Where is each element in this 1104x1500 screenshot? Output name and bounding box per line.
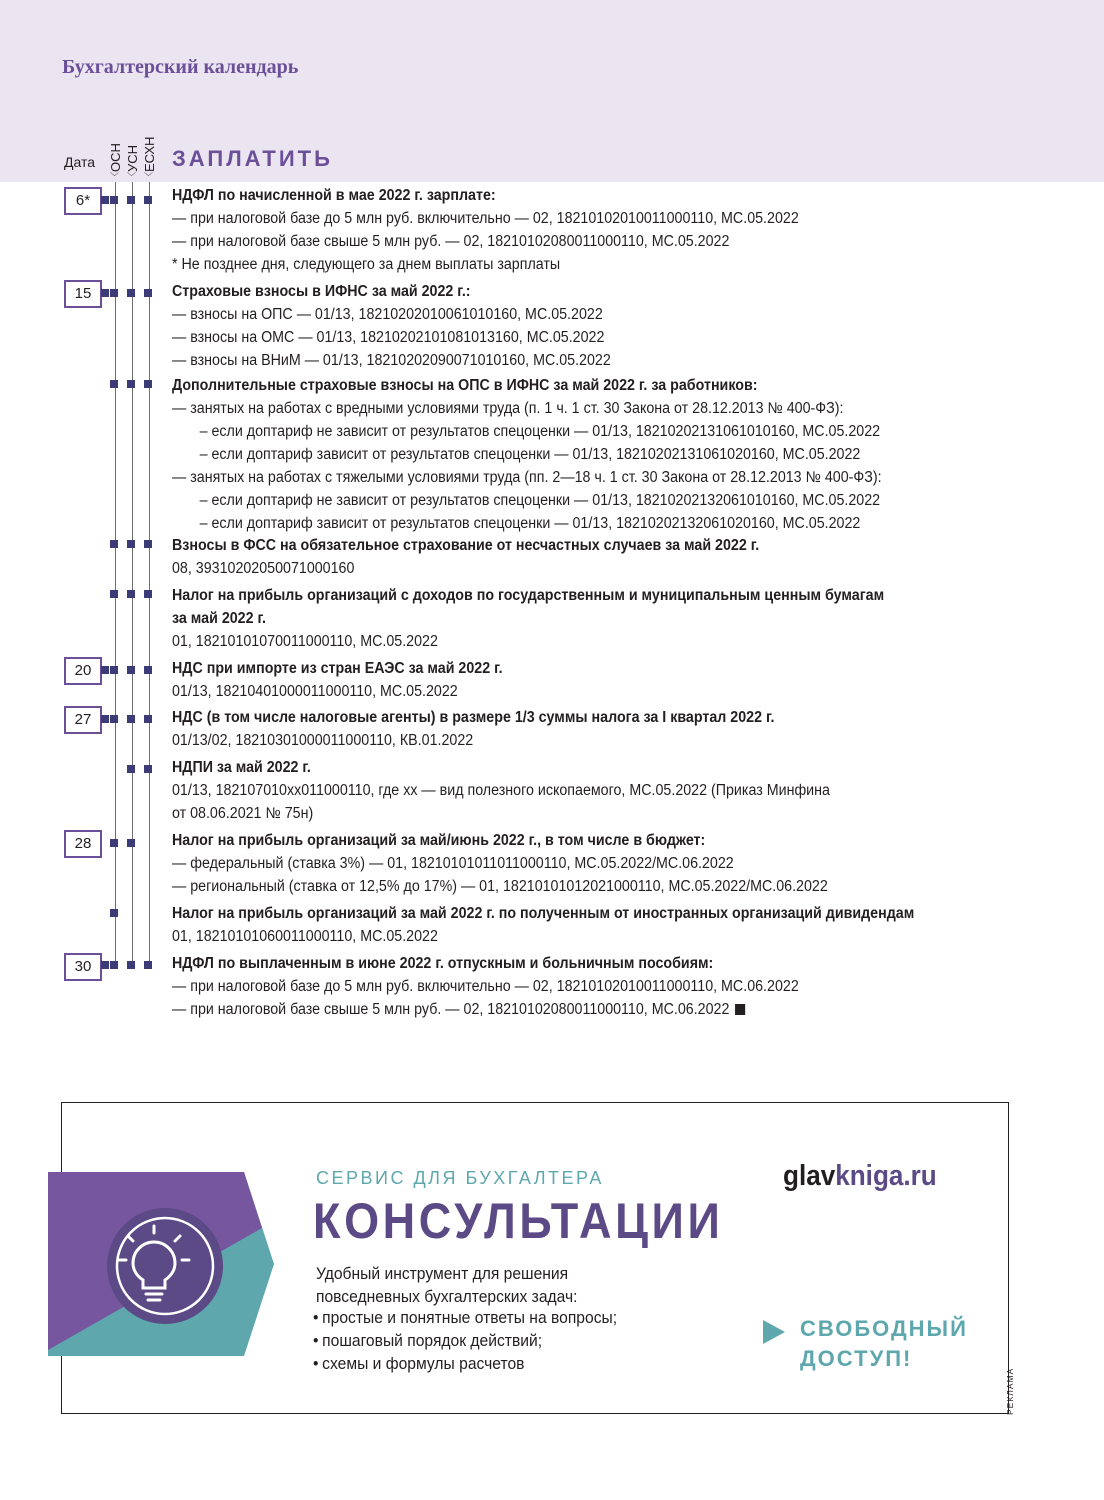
calendar-entry [172,952,1000,1021]
applicability-square [110,715,118,723]
ad-site-link[interactable] [783,1160,937,1193]
ad-cta [800,1314,968,1374]
entry-title: Взносы в ФСС на обязательное страхование от несчастных случаев за май 2022 г. [172,537,760,554]
applicability-square [110,196,118,204]
applicability-square [127,590,135,598]
applicability-square [127,839,135,847]
entry-line: — федеральный (ставка 3%) — 01, 18210101011011000110, МС.05.2022/МС.06.2022 [172,855,734,872]
date-box: 15 [64,280,102,308]
date-box: 28 [64,830,102,858]
applicability-square [127,666,135,674]
applicability-square [127,765,135,773]
ad-bullet: • схемы и формулы расчетов [313,1352,617,1375]
applicability-square [127,196,135,204]
calendar-entry [172,374,1000,535]
entry-line: 01, 18210101070011000110, МС.05.2022 [172,633,438,650]
entry-line: — взносы на ВНиМ — 01/13, 18210202090071010160, МС.05.2022 [172,352,611,369]
applicability-square [144,540,152,548]
entry-title: Страховые взносы в ИФНС за май 2022 г.: [172,283,471,300]
connector-square [101,961,109,969]
calendar-entry [172,280,1000,372]
entry-subline: – если доптариф зависит от результатов спецоценки — 01/13, 18210202131061020160, МС.05.2022 [199,446,861,463]
section-label: Бухгалтерский календарь [62,56,299,78]
entry-line: — взносы на ОПС — 01/13, 18210202010061010160, МС.05.2022 [172,306,603,323]
entry-line: 01/13, 182107010хх011000110, где хх — вид полезного ископаемого, МС.05.2022 (Приказ Минфина [172,782,830,799]
entry-subline: – если доптариф не зависит от результатов спецоценки — 01/13, 18210202131061010160, МС.05.2022 [199,423,881,440]
applicability-square [127,961,135,969]
applicability-square [110,666,118,674]
entry-line: — взносы на ОМС — 01/13, 18210202101081013160, МС.05.2022 [172,329,605,346]
entry-line [172,998,1000,1021]
ad-site-part: glav [783,1160,836,1192]
entry-line: — при налоговой базе свыше 5 млн руб. — 02, 18210102080011000110, МС.05.2022 [172,233,730,250]
entry-title-continued: за май 2022 г. [172,610,266,627]
calendar-entry [172,756,1000,825]
applicability-square [110,961,118,969]
entry-line: — занятых на работах с вредными условиями труда (п. 1 ч. 1 ст. 30 Закона от 28.12.2013 № 400-ФЗ): [172,400,844,417]
applicability-square [110,590,118,598]
applicability-square [127,540,135,548]
column-header-usn: УСН [125,144,140,172]
applicability-square [144,590,152,598]
entry-line: 01, 18210101060011000110, МС.05.2022 [172,928,438,945]
applicability-square [144,380,152,388]
header-band [0,0,1104,182]
chevron-down-icon: ﹀ [110,172,120,182]
calendar-entry [172,534,1000,580]
entry-footnote: * Не позднее дня, следующего за днем выплаты зарплаты [172,256,561,273]
ad-bullet: • простые и понятные ответы на вопросы; [313,1306,617,1329]
ad-kicker: СЕРВИС ДЛЯ БУХГАЛТЕРА [316,1168,604,1188]
entry-title: НДФЛ по начисленной в мае 2022 г. зарплате: [172,187,496,204]
applicability-square [110,380,118,388]
applicability-square [144,666,152,674]
ad-description-line: повседневных бухгалтерских задач: [316,1287,578,1306]
ad-description-line: Удобный инструмент для решения [316,1264,569,1283]
consultation-logo [48,1172,274,1356]
end-of-article-mark [735,1004,745,1015]
entry-line: 01/13/02, 18210301000011000110, КВ.01.2022 [172,732,474,749]
column-header-osn: ОСН [108,143,123,172]
entry-title: НДФЛ по выплаченным в июне 2022 г. отпускным и больничным пособиям: [172,955,714,972]
column-header-date: Дата [64,154,96,170]
entry-line: от 08.06.2021 № 75н) [172,805,314,822]
applicability-square [144,961,152,969]
applicability-square [127,380,135,388]
applicability-square [144,196,152,204]
connector-square [101,289,109,297]
pay-title: ЗАПЛАТИТЬ [172,146,333,171]
calendar-entry [172,706,1000,752]
applicability-square [110,289,118,297]
entry-line: — региональный (ставка от 12,5% до 17%) — 01, 18210101012021000110, МС.05.2022/МС.06.2022 [172,878,828,895]
calendar-entry [172,184,1000,276]
entry-title: Налог на прибыль организаций с доходов по государственным и муниципальным ценным бумагам [172,587,885,604]
entry-title: НДС при импорте из стран ЕАЭС за май 2022 г. [172,660,503,677]
date-box: 30 [64,953,102,981]
chevron-down-icon: ﹀ [144,172,154,182]
calendar-entry [172,584,1000,653]
applicability-square [110,540,118,548]
play-arrow-icon [763,1320,785,1344]
entry-title: НДПИ за май 2022 г. [172,759,311,776]
entry-line: 01/13, 18210401000011000110, МС.05.2022 [172,683,458,700]
entry-title: Налог на прибыль организаций за май/июнь 2022 г., в том числе в бюджет: [172,832,706,849]
ad-cta-line: СВОБОДНЫЙ [800,1316,968,1341]
applicability-square [110,839,118,847]
date-box: 27 [64,706,102,734]
entry-line: — при налоговой базе до 5 млн руб. включительно — 02, 18210102010011000110, МС.05.2022 [172,210,799,227]
connector-square [101,715,109,723]
connector-square [101,666,109,674]
entry-line: — при налоговой базе до 5 млн руб. включительно — 02, 18210102010011000110, МС.06.2022 [172,978,799,995]
entry-title: Дополнительные страховые взносы на ОПС в ИФНС за май 2022 г. за работников: [172,377,758,394]
calendar-entry [172,829,1000,898]
calendar-entry [172,902,1000,948]
timeline-line-eshn [149,182,150,964]
connector-square [101,196,109,204]
ad-bullet: • пошаговый порядок действий; [313,1329,617,1352]
date-box: 6* [64,187,102,215]
date-box: 20 [64,657,102,685]
ad-bullet-list [313,1306,617,1375]
applicability-square [127,289,135,297]
ad-description [316,1262,578,1308]
column-header-eshn: ЕСХН [142,136,157,172]
entry-line: 08, 39310202050071000160 [172,560,355,577]
entry-subline: – если доптариф зависит от результатов спецоценки — 01/13, 18210202132061020160, МС.05.2022 [199,515,861,532]
entry-title: Налог на прибыль организаций за май 2022 г. по полученным от иностранных организаций дивидендам [172,905,915,922]
calendar-entry [172,657,1000,703]
applicability-square [127,715,135,723]
entry-line: — занятых на работах с тяжелыми условиями труда (пп. 2—18 ч. 1 ст. 30 Закона от 28.12.2013 № 400-ФЗ): [172,469,882,486]
entry-title: НДС (в том числе налоговые агенты) в размере 1/3 суммы налога за I квартал 2022 г. [172,709,775,726]
applicability-square [110,909,118,917]
entry-line-text: — при налоговой базе свыше 5 млн руб. — 02, 18210102080011000110, МС.06.2022 [172,1001,730,1018]
applicability-square [144,765,152,773]
applicability-square [144,715,152,723]
applicability-square [144,289,152,297]
entry-subline: – если доптариф не зависит от результатов спецоценки — 01/13, 18210202132061010160, МС.05.2022 [199,492,881,509]
ad-cta-line: ДОСТУП! [800,1346,913,1371]
ad-site-part: kniga.ru [835,1160,937,1192]
chevron-down-icon: ﹀ [127,172,137,182]
ad-side-label: РЕКЛАМА [1005,1367,1015,1415]
ad-title: КОНСУЛЬТАЦИИ [313,1193,724,1249]
